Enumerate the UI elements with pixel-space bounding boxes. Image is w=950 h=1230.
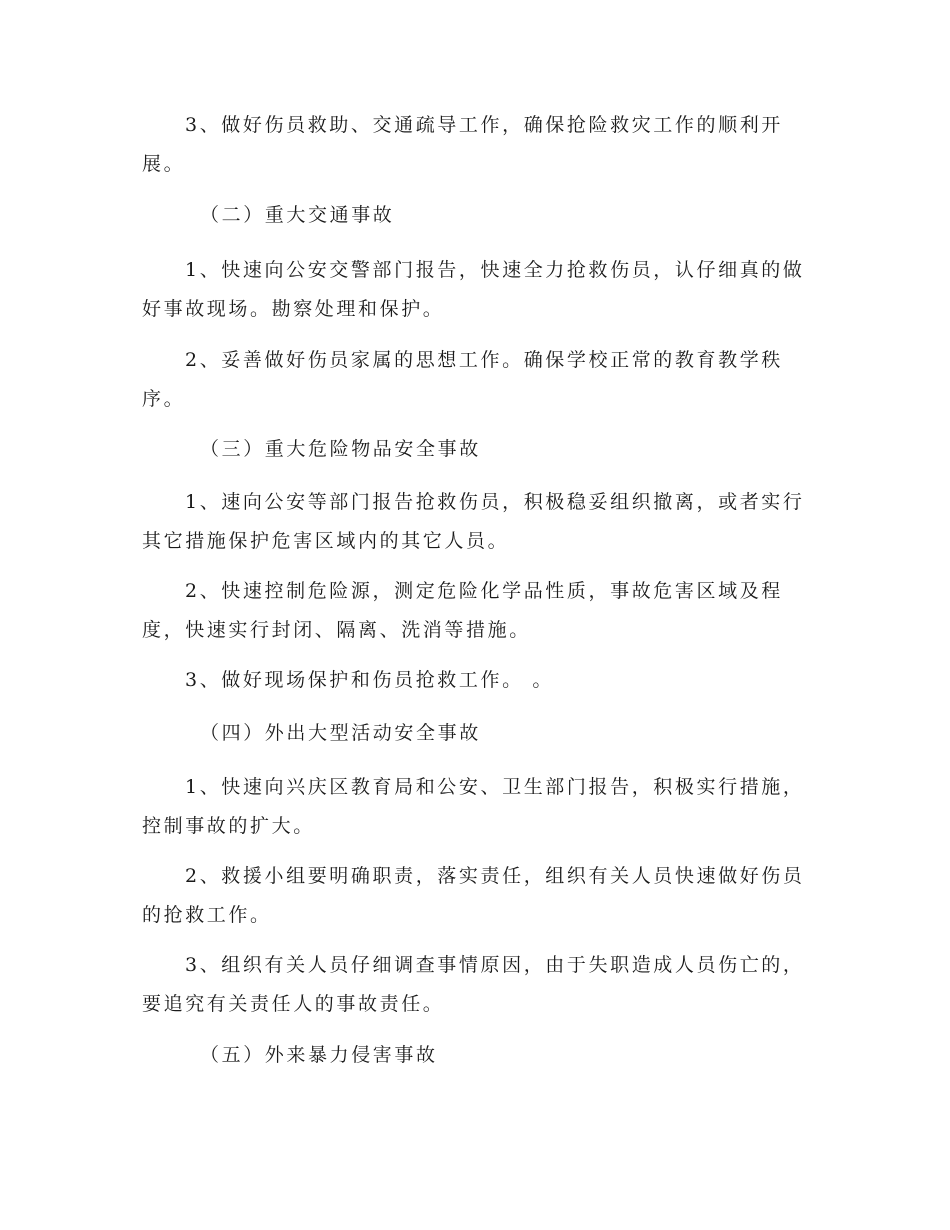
paragraph: 1、速向公安等部门报告抢救伤员，积极稳妥组织撤离，或者实行其它措施保护危害区域内的其它人员。 bbox=[142, 491, 805, 552]
paragraph: 2、妥善做好伤员家属的思想工作。确保学校正常的教育教学秩序。 bbox=[142, 349, 783, 410]
paragraph: 3、做好伤员救助、交通疏导工作，确保抢险救灾工作的顺利开展。 bbox=[142, 114, 783, 175]
section-heading: （五）外来暴力侵害事故 bbox=[200, 1044, 438, 1066]
paragraph: 1、快速向兴庆区教育局和公安、卫生部门报告，积极实行措施，控制事故的扩大。 bbox=[142, 776, 805, 837]
paragraph: 3、做好现场保护和伤员抢救工作。 。 bbox=[185, 669, 554, 691]
section-heading: （四）外出大型活动安全事故 bbox=[200, 722, 481, 744]
paragraph: 3、组织有关人员仔细调查事情原因，由于失职造成人员伤亡的，要追究有关责任人的事故责任。 bbox=[142, 954, 805, 1015]
section-heading: （二）重大交通事故 bbox=[200, 204, 395, 226]
paragraph: 2、救援小组要明确职责，落实责任，组织有关人员快速做好伤员的抢救工作。 bbox=[142, 865, 805, 926]
paragraph: 2、快速控制危险源，测定危险化学品性质，事故危害区域及程度，快速实行封闭、隔离、洗消等措施。 bbox=[142, 580, 783, 641]
paragraph: 1、快速向公安交警部门报告，快速全力抢救伤员，认仔细真的做好事故现场。勘察处理和保护。 bbox=[142, 259, 805, 320]
section-heading: （三）重大危险物品安全事故 bbox=[200, 438, 481, 460]
